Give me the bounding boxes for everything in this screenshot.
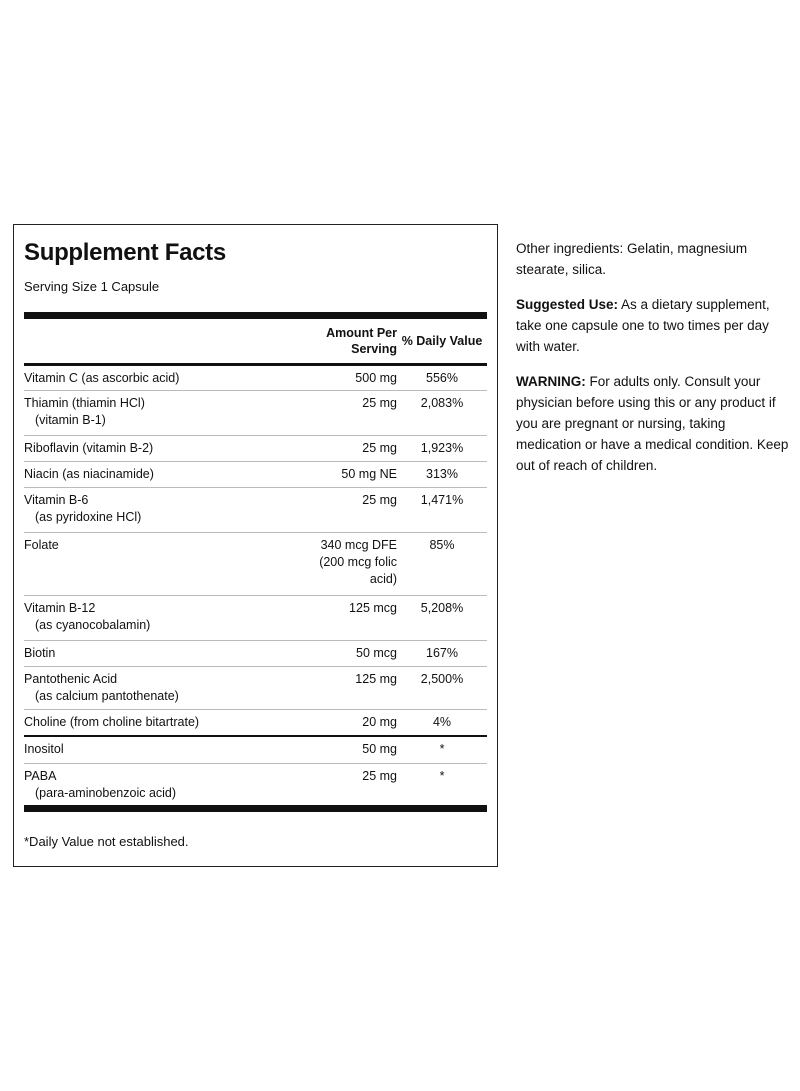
table-row	[24, 596, 487, 641]
nutrient-dv: 2,083%	[420, 396, 464, 410]
nutrient-amount: 20 mg	[362, 715, 397, 729]
header-daily-value: % Daily Value	[401, 334, 483, 348]
bottom-divider	[24, 805, 487, 812]
table-row	[24, 641, 487, 667]
nutrient-dv: 1,923%	[420, 441, 464, 455]
nutrient-name: Thiamin (thiamin HCl)	[24, 396, 145, 410]
table-row	[24, 488, 487, 533]
nutrient-sub: (as calcium pantothenate)	[35, 689, 179, 703]
table-row	[24, 764, 487, 805]
nutrient-amount: 125 mg	[355, 672, 397, 686]
panel-title: Supplement Facts	[24, 239, 226, 266]
nutrient-name: Pantothenic Acid	[24, 672, 118, 686]
nutrient-name: Vitamin B-12	[24, 601, 96, 615]
nutrient-name: Riboflavin (vitamin B-2)	[24, 441, 154, 455]
nutrient-sub: (para-aminobenzoic acid)	[35, 786, 177, 800]
nutrient-name: Inositol	[24, 742, 64, 756]
nutrient-amount: 125 mcg	[349, 601, 397, 615]
nutrient-name: Vitamin C (as ascorbic acid)	[24, 371, 180, 385]
nutrient-dv: 556%	[426, 371, 458, 385]
nutrient-name: Biotin	[24, 646, 56, 660]
nutrient-amount: 25 mg	[362, 441, 397, 455]
nutrient-dv: *	[439, 742, 445, 756]
nutrient-amount: 25 mg	[362, 396, 397, 410]
nutrient-amount: 25 mg	[362, 493, 397, 507]
nutrient-dv: 4%	[432, 715, 452, 729]
table-row	[24, 391, 487, 436]
side-info	[516, 238, 791, 490]
header-amount: Amount Per Serving	[326, 326, 397, 356]
warning-text: For adults only. Consult your physician before using this or any product if you are pregnant or nursing, taking medication or have a medical condition. Keep out of reach of children.	[516, 374, 789, 473]
nutrient-amount: 50 mg NE	[341, 467, 397, 481]
nutrient-sub: (as pyridoxine HCl)	[35, 510, 142, 524]
thick-divider	[24, 312, 487, 319]
nutrient-dv: 85%	[429, 538, 455, 552]
table-row	[24, 462, 487, 488]
nutrient-name: PABA	[24, 769, 57, 783]
suggested-use-label: Suggested Use:	[516, 297, 619, 312]
nutrient-amount: 25 mg	[362, 769, 397, 783]
table-row	[24, 710, 487, 737]
table-row	[24, 366, 487, 391]
nutrient-sub: (as cyanocobalamin)	[35, 618, 151, 632]
nutrient-name: Choline (from choline bitartrate)	[24, 715, 200, 729]
nutrient-amount: 340 mcg DFE (200 mcg folic acid)	[319, 538, 397, 586]
nutrient-name: Folate	[24, 538, 59, 552]
other-ingredients: Other ingredients: Gelatin, magnesium stearate, silica.	[516, 241, 748, 277]
warning	[516, 371, 791, 476]
table-row	[24, 436, 487, 462]
nutrient-name: Niacin (as niacinamide)	[24, 467, 154, 481]
nutrient-name: Vitamin B-6	[24, 493, 89, 507]
footnote: *Daily Value not established.	[24, 834, 189, 849]
supplement-facts-panel	[13, 224, 498, 867]
suggested-use-text: As a dietary supplement, take one capsule one to two times per day with water.	[516, 297, 770, 354]
nutrient-dv: *	[439, 769, 445, 783]
table-row	[24, 667, 487, 710]
warning-label: WARNING:	[516, 374, 586, 389]
nutrient-dv: 2,500%	[420, 672, 464, 686]
nutrient-table	[24, 366, 487, 805]
nutrient-amount: 50 mg	[362, 742, 397, 756]
nutrient-dv: 167%	[426, 646, 458, 660]
table-header	[24, 319, 487, 363]
nutrient-dv: 313%	[426, 467, 458, 481]
serving-size: Serving Size 1 Capsule	[24, 279, 160, 294]
nutrient-dv: 5,208%	[420, 601, 464, 615]
nutrient-amount: 500 mg	[355, 371, 397, 385]
nutrient-sub: (vitamin B-1)	[35, 413, 106, 427]
suggested-use	[516, 294, 791, 357]
table-row	[24, 533, 487, 596]
table-row	[24, 737, 487, 764]
nutrient-amount: 50 mcg	[356, 646, 397, 660]
nutrient-dv: 1,471%	[420, 493, 464, 507]
